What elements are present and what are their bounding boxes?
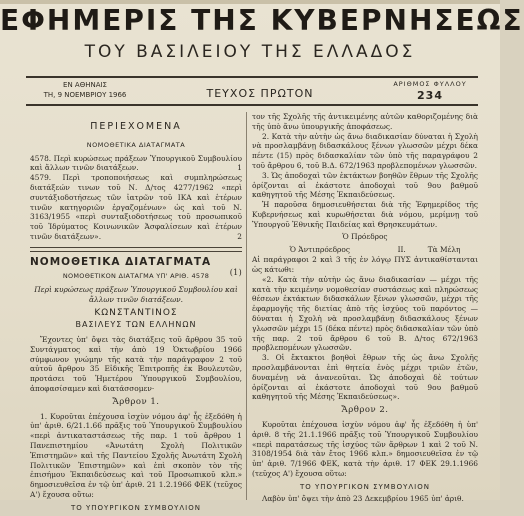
paragraph: Ἡ παροῦσα δημοσιευθήσεται διὰ τῆς Ἐφημερίδος τῆς Κυβερνήσεως καὶ κυρωθήσεται διὰ νόμου, μερίμνῃ τοῦ Ὑπουργοῦ Ἐθνικῆς Παιδείας καὶ Θρησκευμάτων. (252, 200, 478, 229)
contents-entry-page: 2 (237, 231, 242, 241)
king-title: ΒΑΣΙΛΕΥΣ ΤΩΝ ΕΛΛΗΝΩΝ (75, 319, 197, 329)
paragraph: II. Αἱ παράγραφοι 2 καὶ 3 τῆς ἐν λόγῳ ΠΥΣ ἀντικαθίστανται ὡς κάτωθι: (252, 245, 478, 274)
members-label: Τὰ Μέλη (427, 245, 461, 255)
paragraph: 2. Κατὰ τὴν αὐτὴν ὡς ἄνω διαδικασίαν δύναται ἡ Σχολὴ νὰ προσλαμβάνῃ διδασκάλους ξένων γλωσσῶν μέχρι δέκα πέντε (15) πρὸς διδασκαλίαν τῶν ὑπὸ τῆς παραγράφου 2 τοῦ ἄρθρου 6, τοῦ Β.Δ. 672/1963 προβλεπομένων γλωσσῶν. (252, 131, 478, 170)
paragraph: τον τῆς Σχολῆς τῆς ἀντικειμένης αὐτῶν καθοριζομένης διὰ τῆς ὑπὸ ἄνω ὑπουργικῆς ἀποφάσεως. (252, 112, 478, 131)
contents-entry (30, 173, 242, 242)
gazette-subtitle: ΤΟΥ ΒΑΣΙΛΕΙΟΥ ΤΗΣ ΕΛΛΑΔΟΣ (84, 42, 416, 62)
article-1-text: 1. Κυροῦται ἐπέχουσα ἰσχὺν νόμου ἀφ' ἧς ἐξεδόθη ἡ ὑπ' ἀριθ. 6/21.1.66 πρᾶξις τοῦ Ὑπουργικοῦ Συμβουλίου «περὶ ἀντικαταστάσεως τῆς παρ. 1 τοῦ ἄρθρου 1 Πανεπιστημίου «Ἀνωτάτη Σχολὴ Πολιτικῶν Ἐπιστημῶν» καὶ τῆς Παντείου Σχολῆς Ἀνωτάτη Σχολὴ Πολιτικῶν Ἐπιστημῶν» καὶ ἐπὶ σκοπὸν τὸν τῆς ἐπισήμου Ἐκπαιδεύσεως καὶ τοῦ Προσωπικοῦ κλπ.» δημοσιευθεῖσα ἐν τῷ ὑπ' ἀριθ. 21 1.2.1966 ΦΕΚ (τεῦχος Α') ἔχουσα οὕτω: (30, 411, 242, 499)
masthead-rule-bottom (26, 104, 478, 106)
issue-type: ΤΕΥΧΟΣ ΠΡΩΤΟΝ (206, 87, 314, 100)
issue-date: ΤΗ, 9 ΝΟΕΜΒΡΙΟΥ 1966 (43, 91, 127, 99)
article-2-heading: Ἄρθρον 2. (341, 405, 389, 416)
column-divider (246, 112, 247, 500)
masthead-rule-top (26, 76, 478, 78)
president-label: Ὁ Πρόεδρος (342, 231, 388, 241)
paragraph: 3. Ὡς ἀποδοχαὶ τῶν ἐκτάκτων βοηθῶν ἔθρων τῆς Σχολῆς ὁρίζονται αἱ ἐκάστοτε ἀποδοχαὶ τοῦ 9ου βαθμοῦ καθηγητοῦ τῆς Μέσης Ἐκπαιδεύσεως. (252, 170, 478, 200)
paragraph: Λαβὸν ὑπ' ὄψει τὴν ἀπὸ 23 Δεκεμβρίου 1965 ὑπ' ἀριθ. (262, 494, 464, 504)
article-1-heading: Ἄρθρον 1. (112, 396, 160, 407)
contents-entry (30, 154, 242, 174)
issue-place-date (30, 80, 140, 100)
sheet-number: 234 (417, 89, 443, 102)
right-column (252, 112, 478, 504)
council-heading: ΤΟ ΥΠΟΥΡΓΙΚΟΝ ΣΥΜΒΟΥΛΙΟΝ (299, 482, 430, 491)
section-title: ΝΟΜΟΘΕΤΙΚΑ ΔΙΑΤΑΓΜΑΤΑ (30, 255, 212, 268)
masthead (0, 4, 524, 62)
decree-subject: Περὶ κυρώσεως πράξεων Ὑπουργικοῦ Συμβουλίου καὶ ἄλλων τινῶν διατάξεων. (34, 285, 238, 305)
footnote-mark: (1) (229, 267, 242, 277)
paragraph: «2. Κατὰ τὴν αὐτὴν ὡς ἄνω διαδικασίαν — μέχρι τῆς κατὰ τὴν κειμένην νομοθεσίαν συστάσεως καὶ πληρώσεως θέσεων ἐκτάκτων διδασκάλων ξένων γλωσσῶν, μέχρι τῆς ἐφαρμογῆς τῆς διετίας ἀπὸ τῆς ἰσχύος τοῦ παρόντος — δύναται ἡ Σχολὴ νὰ προσλαμβάνῃ διδασκάλους ξένων γλωσσῶν μέχρι 15 (δέκα πέντε) πρὸς διδασκαλίαν τῶν ὑπὸ τῆς παρ. 2 τοῦ ἄρθρου 6 τοῦ Β. Δ/τος 672/1963 προβλεπομένων γλωσσῶν. (252, 274, 478, 353)
gazette-title: ΕΦΗΜΕΡΙΣ ΤΗΣ ΚΥΒΕΡΝΗΣΕΩΣ (0, 4, 524, 37)
decree-heading (30, 267, 242, 282)
contents-entry-page: 1 (237, 163, 242, 173)
left-column (30, 112, 242, 516)
contents-entry-text: 4578. Περὶ κυρώσεως πράξεων Ὑπουργικοῦ Συμβουλίου καὶ ἄλλων τινῶν διατάξεων. (30, 153, 242, 173)
contents-title: ΠΕΡΙΕΧΟΜΕΝΑ (90, 121, 182, 132)
issue-place: ΕΝ ΑΘΗΝΑΙΣ (63, 81, 107, 89)
sheet-info (380, 80, 480, 102)
contents-divider (30, 247, 242, 252)
preamble-text: Ἔχοντες ὑπ' ὄψει τὰς διατάξεις τοῦ ἄρθρου 35 τοῦ Συντάγματος καὶ τὴν ἀπὸ 19 Ὀκτωβρίου 1966 σύμφωνον γνώμην τῆς κατὰ τὴν παράγραφον 2 τοῦ αὐτοῦ ἄρθρου 35 Εἰδικῆς Ἐπιτροπῆς ἐκ Βουλευτῶν, προτάσει τοῦ Ἡμετέρου Ὑπουργικοῦ Συμβουλίου, ἀποφασίσαμεν καὶ διατάσσομεν· (30, 334, 242, 393)
king-name: ΚΩΝΣΤΑΝΤΙΝΟΣ (94, 307, 178, 318)
decree-number: ΝΟΜΟΘΕΤΙΚΟΝ ΔΙΑΤΑΓΜΑ ΥΠ' ΑΡΙΘ. 4578 (62, 271, 210, 280)
vice-president-label: Ὁ Ἀντιπρόεδρος (289, 245, 350, 255)
sheet-label: ΑΡΙΘΜΟΣ ΦΥΛΛΟΥ (393, 80, 467, 88)
council-heading: ΤΟ ΥΠΟΥΡΓΙΚΟΝ ΣΥΜΒΟΥΛΙΟΝ (70, 503, 201, 512)
contents-entry-text: 4579. Περὶ τροποποιήσεως καὶ συμπληρώσεως διατάξεών τινων τοῦ Ν. Δ/τος 4277/1962 «περὶ συντάξιοδοτήσεως τῶν ἰατρῶν τοῦ ΙΚΑ καὶ ἑτέρων τινῶν κατηγοριῶν ἐργαζομένων» ὡς καὶ τοῦ Ν. 3163/1955 «περὶ συνταξιοδοτήσεως τοῦ προσωπικοῦ τοῦ Ἱδρύματος Κοινωνικῶν Ἀσφαλίσεων καὶ ἑτέρων τινῶν διατάξεων». (30, 173, 242, 241)
paragraph: 3. Οἱ ἔκτακτοι βοηθοὶ ἔθρων τῆς ὡς ἄνω Σχολῆς προσλαμβάνονται ἐπὶ θητεία ἐνὸς μέχρι τριῶν ἐτῶν, δυναμένῃ νὰ ἀνανεοῦται. Ὡς ἀποδοχαὶ δὲ τούτων ὁρίζονται αἱ ἐκάστοτε ἀποδοχαὶ τοῦ 9ου βαθμοῦ καθηγητοῦ τῆς Μέσης Ἐκπαιδεύσεως». (252, 353, 478, 402)
article-2-text: Κυροῦται ἐπέχουσα ἰσχὺν νόμου ἀφ' ἧς ἐξεδόθη ἡ ὑπ' ἀριθ. 8 τῆς 21.1.1966 πρᾶξις τοῦ Ὑπουργικοῦ Συμβουλίου «περὶ παρατάσεως τῆς ἰσχύος τῶν ἄρθρων 1 καὶ 2 τοῦ Ν. 3108/1954 διὰ τὰν ἔτος 1966 κλπ.» δημοσιευθεῖσα ἐν τῷ ὑπ' ἀριθ. 7/1966 ΦΕΚ, κατὰ τὴν ἀριθ. 17 ΦΕΚ 29.1.1966 (τεῦχος Α') ἔχουσα οὕτω: (252, 419, 478, 478)
contents-subtitle: ΝΟΜΟΘΕΤΙΚΑ ΔΙΑΤΑΓΜΑΤΑ (86, 140, 186, 149)
